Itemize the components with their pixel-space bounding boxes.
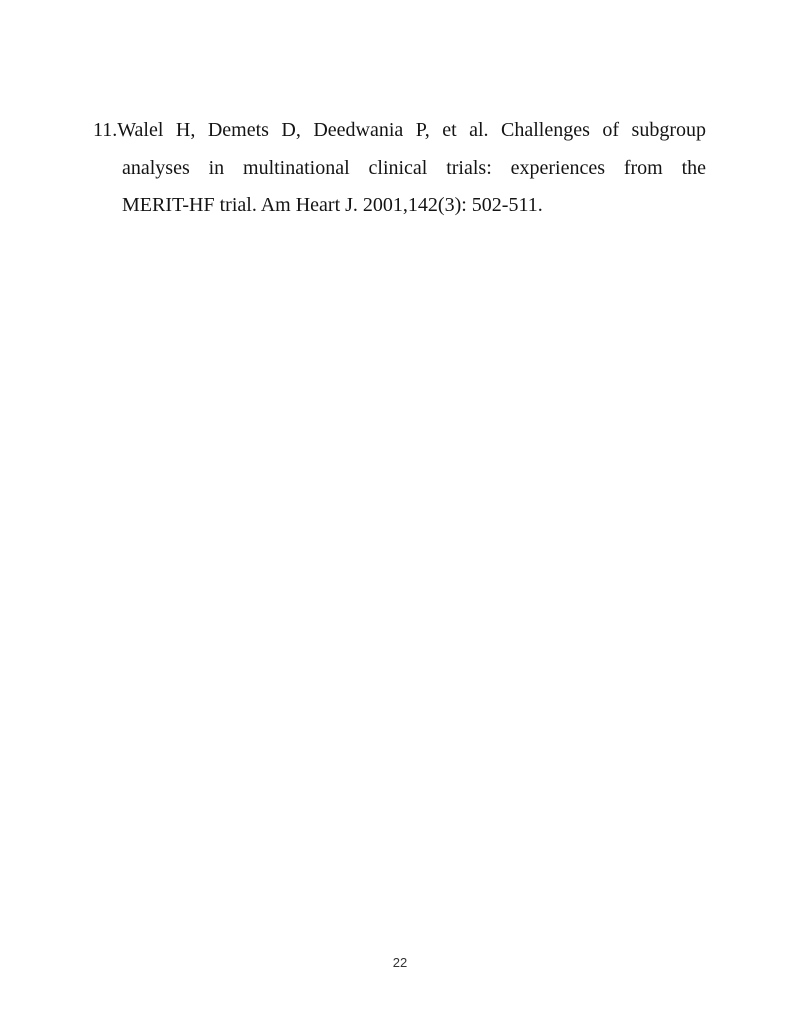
reference-text-line-1: Walel H, Demets D, Deedwania P, et al. Challenges of subgroup (117, 119, 706, 141)
reference-line-1 (93, 112, 706, 150)
reference-line-3: MERIT-HF trial. Am Heart J. 2001,142(3): 502-511. (122, 194, 543, 216)
page-number: 22 (392, 955, 408, 970)
reference-number: 11. (93, 119, 118, 141)
reference-item (93, 112, 706, 225)
reference-line-2: analyses in multinational clinical trials: experiences from the (122, 156, 706, 179)
